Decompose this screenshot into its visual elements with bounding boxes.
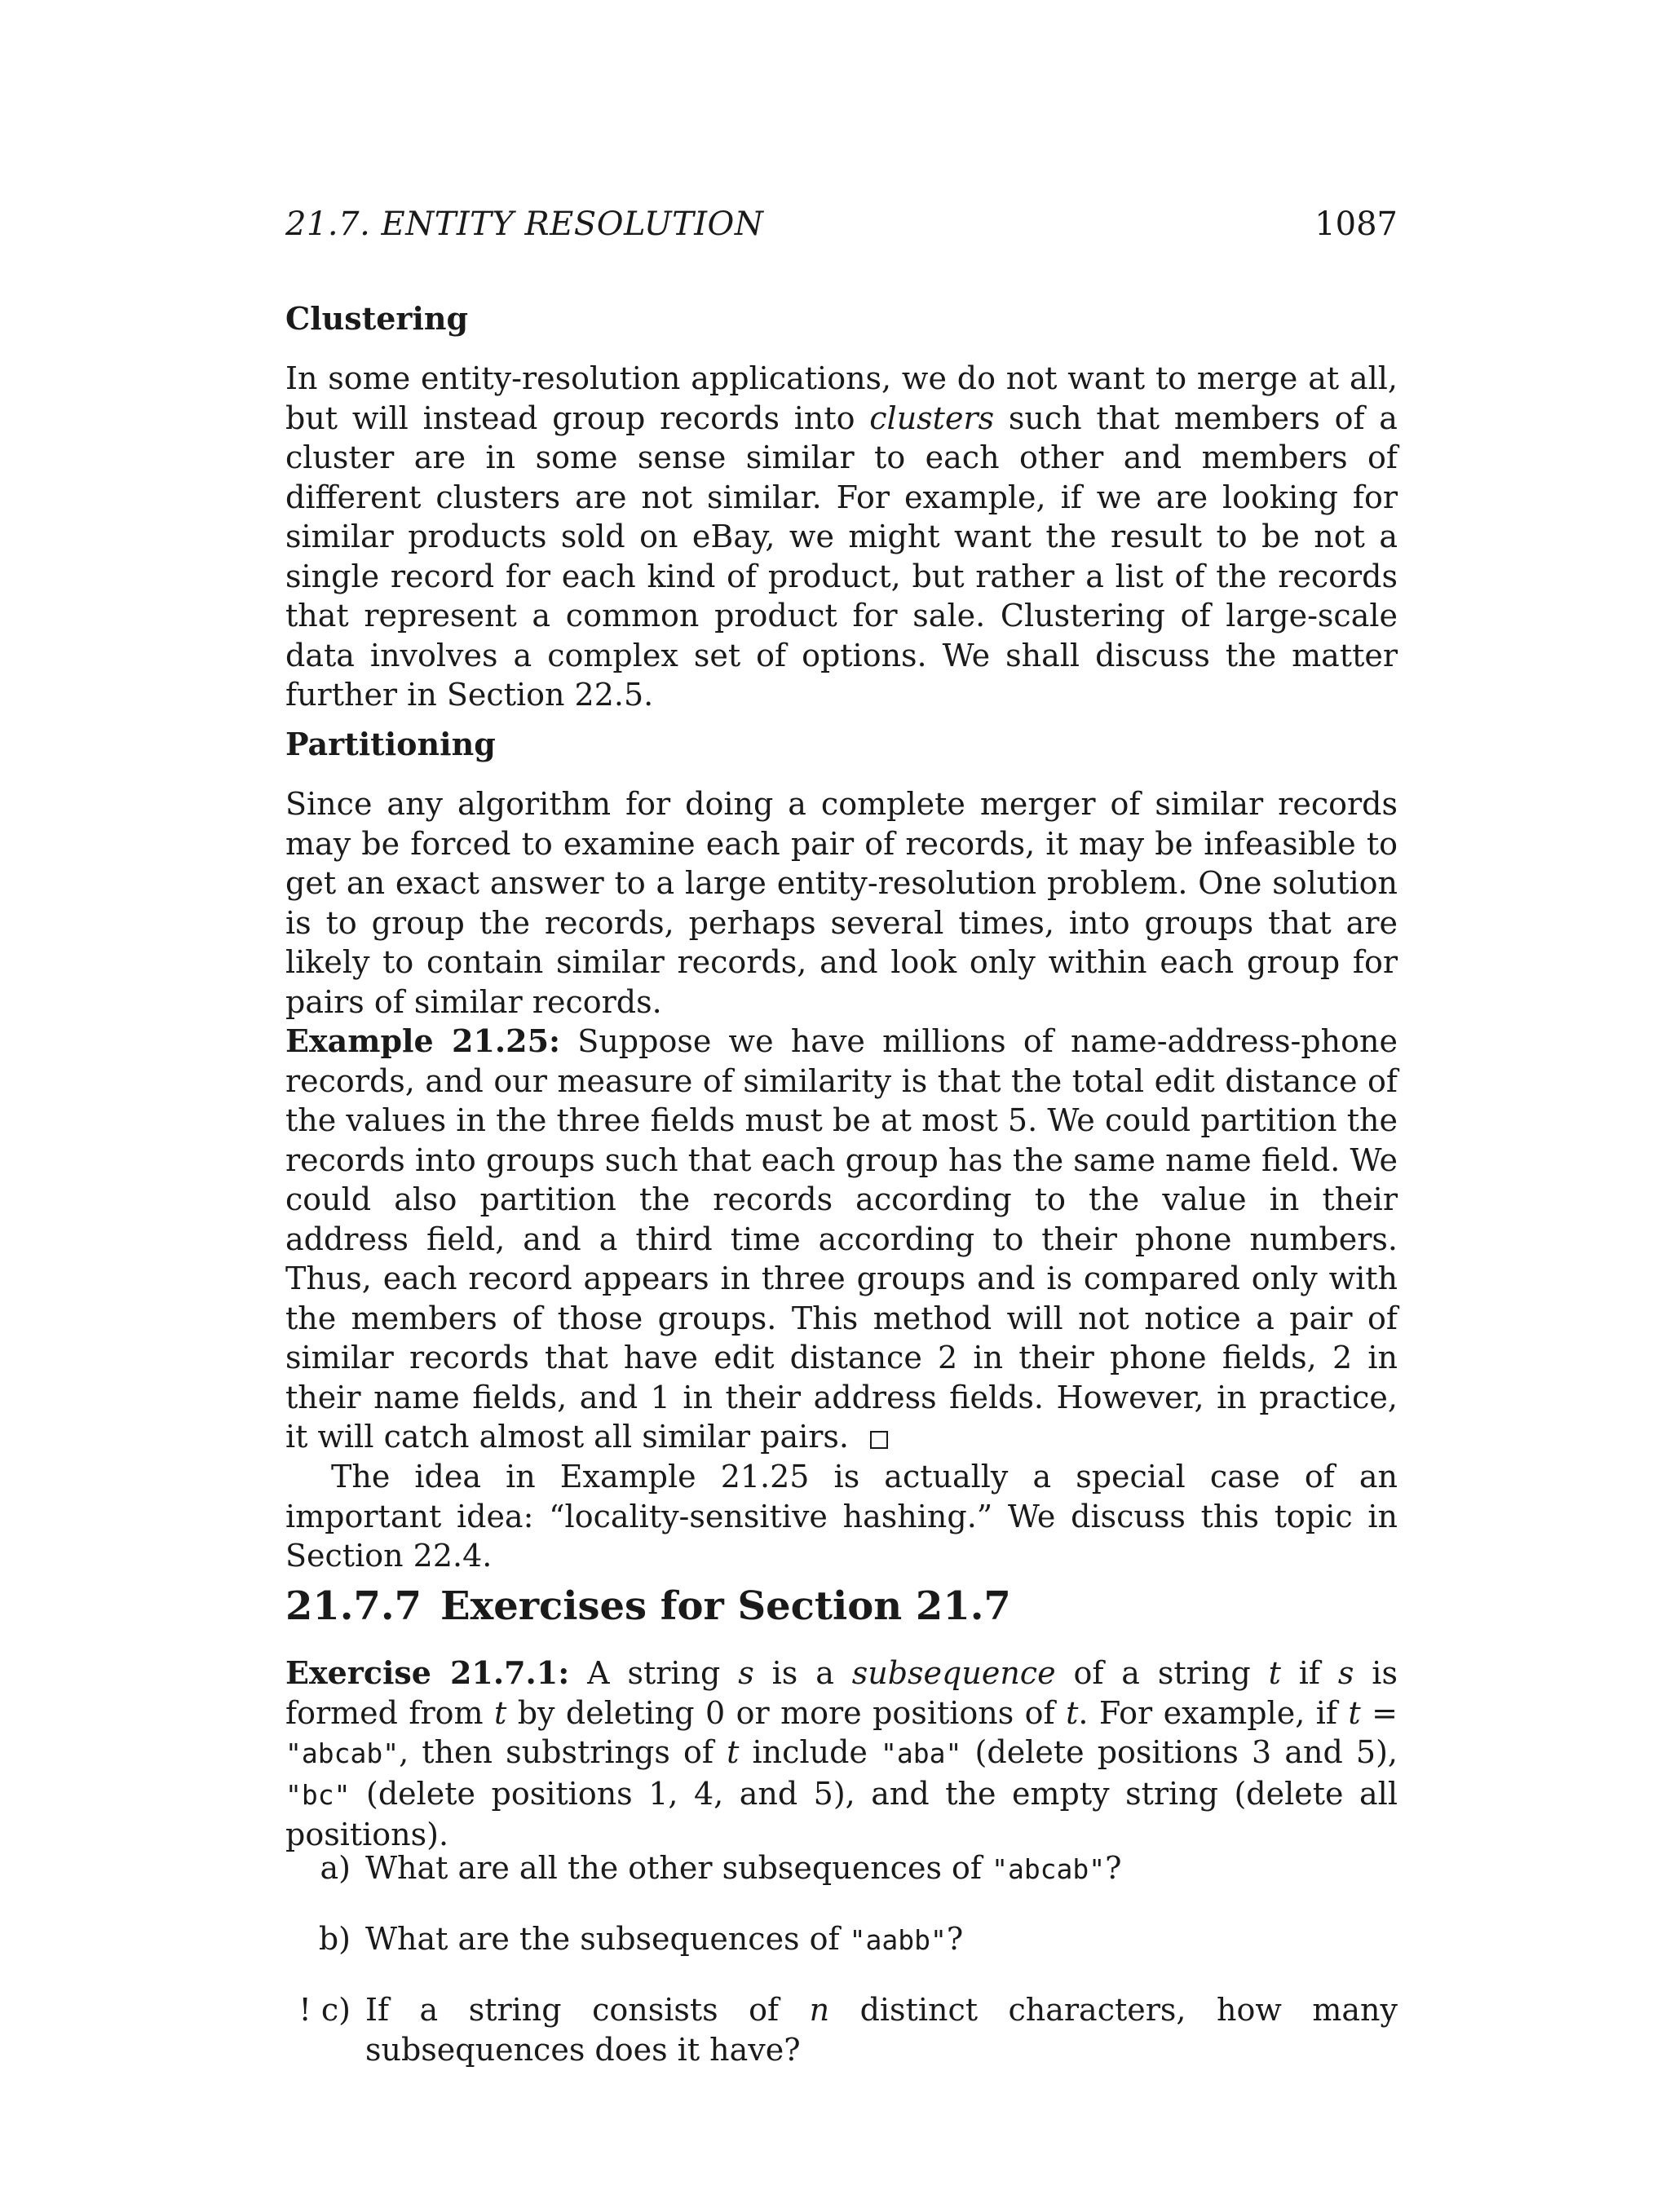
exercise-text: is formed from bbox=[285, 1655, 1398, 1731]
exercise-label: Exercise 21.7.1: bbox=[285, 1654, 570, 1691]
item-text: ? bbox=[1105, 1850, 1122, 1886]
item-text: distinct characters, how many subsequences does it have? bbox=[365, 1992, 1398, 2068]
item-text: What are the subsequences of bbox=[365, 1921, 840, 1957]
item-marker: b) bbox=[318, 1921, 351, 1957]
exercise-text: . For example, if bbox=[1078, 1694, 1337, 1731]
section-number: 21.7.7 bbox=[285, 1583, 422, 1629]
equals-sign: = bbox=[1372, 1694, 1398, 1731]
example-label: Example 21.25: bbox=[285, 1022, 561, 1059]
exercise-21-7-1 bbox=[285, 1653, 1398, 1855]
item-code: "abcab" bbox=[992, 1853, 1106, 1885]
var-t: t bbox=[1268, 1655, 1281, 1691]
var-t: t bbox=[1066, 1694, 1079, 1731]
partitioning-heading-block bbox=[285, 726, 1398, 762]
code-abcab: "abcab" bbox=[285, 1737, 400, 1769]
exercise-text: if bbox=[1298, 1655, 1320, 1691]
item-text: If a string consists of bbox=[365, 1992, 780, 2028]
code-bc: "bc" bbox=[285, 1778, 351, 1811]
page bbox=[285, 0, 1398, 2212]
section-title: Exercises for Section 21.7 bbox=[440, 1583, 1011, 1629]
var-n: n bbox=[809, 1992, 830, 2028]
partitioning-heading: Partitioning bbox=[285, 726, 496, 762]
var-t: t bbox=[1348, 1694, 1361, 1731]
var-t: t bbox=[493, 1694, 507, 1731]
exercises-section-heading bbox=[285, 1583, 1398, 1629]
followup-text: The idea in Example 21.25 is actually a special case of an important idea: “locality-sensitive hashing.” We discuss this topic in Section 22.4. bbox=[285, 1459, 1398, 1574]
exercise-text: by deleting 0 or more positions of bbox=[517, 1694, 1055, 1731]
exercise-text: include bbox=[752, 1734, 868, 1770]
item-text: ? bbox=[946, 1921, 964, 1957]
var-s: s bbox=[1337, 1655, 1354, 1691]
exercise-text: A string bbox=[587, 1655, 721, 1691]
code-aba: "aba" bbox=[881, 1737, 962, 1769]
running-head bbox=[285, 205, 1398, 243]
partitioning-paragraph bbox=[285, 784, 1398, 1022]
var-s: s bbox=[738, 1655, 754, 1691]
var-t: t bbox=[727, 1734, 740, 1770]
item-text: What are all the other subsequences of bbox=[365, 1850, 982, 1886]
clustering-text-1: In some entity-resolution applications, we do not want to merge at all, but will instead group records into bbox=[285, 360, 1398, 436]
clustering-heading: Clustering bbox=[285, 300, 469, 337]
partitioning-text: Since any algorithm for doing a complete merger of similar records may be forced to examine each pair of records, it may be infeasible to get an exact answer to a large entity-resolution problem. One solution is to group the records, perhaps several times, into groups that are likely to contain similar records, and look only within each group for pairs of similar records. bbox=[285, 786, 1398, 1020]
subsequence-term: subsequence bbox=[851, 1655, 1056, 1691]
page-number: 1087 bbox=[1314, 205, 1398, 243]
list-item bbox=[285, 1990, 1398, 2069]
item-marker: a) bbox=[320, 1850, 351, 1886]
list-item bbox=[285, 1919, 1398, 1961]
clustering-paragraph bbox=[285, 359, 1398, 715]
exercise-text: is a bbox=[771, 1655, 834, 1691]
clusters-term: clusters bbox=[869, 400, 995, 436]
qed-box-icon bbox=[870, 1431, 888, 1449]
running-title: 21.7. ENTITY RESOLUTION bbox=[285, 205, 764, 243]
clustering-text-2: such that members of a cluster are in some sense similar to each other and members of different clusters are not similar. For example, if we are looking for similar products sold on eBay, we might want the result to be not a single record for each kind of product, but rather a list of the records that represent a common product for sale. Clustering of large-scale data involves a complex set of options. We shall discuss the matter further in Section 22.5. bbox=[285, 400, 1398, 713]
exercise-text: (delete positions 3 and 5), bbox=[974, 1734, 1398, 1770]
followup-block bbox=[285, 1457, 1398, 1576]
exercise-text: of a string bbox=[1073, 1655, 1251, 1691]
exercise-text: (delete positions 1, 4, and 5), and the empty string (delete all positions). bbox=[285, 1775, 1398, 1852]
exercise-text: , then substrings of bbox=[399, 1734, 714, 1770]
example-text: Suppose we have millions of name-address-phone records, and our measure of similarity is that the total edit distance of the values in the three fields must be at most 5. We could partition the records into groups such that each group has the same name field. We could also partition the records according to the value in their address field, and a third time according to their phone numbers. Thus, each record appears in three groups and is compared only with the members of those groups. This method will not notice a pair of similar records that have edit distance 2 in their phone fields, 2 in their name fields, and 1 in their address fields. However, in practice, it will catch almost all similar pairs. bbox=[285, 1023, 1398, 1455]
item-marker: ! c) bbox=[298, 1992, 351, 2028]
example-block bbox=[285, 1022, 1398, 1457]
item-code: "aabb" bbox=[849, 1924, 947, 1956]
list-item bbox=[285, 1848, 1398, 1890]
clustering-heading-block bbox=[285, 300, 1398, 337]
